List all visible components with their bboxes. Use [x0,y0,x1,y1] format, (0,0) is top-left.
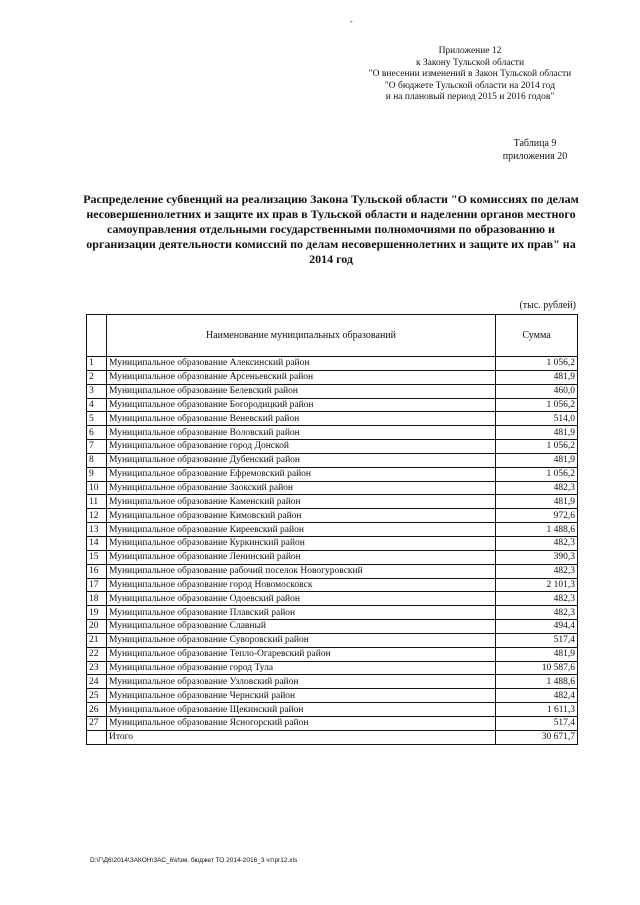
row-name: Муниципальное образование город Новомосковск [107,578,496,592]
row-number: 1 [87,357,107,371]
row-name: Муниципальное образование Славный [107,620,496,634]
row-name: Муниципальное образование Куркинский район [107,536,496,550]
row-name: Муниципальное образование Заокский район [107,481,496,495]
row-sum: 514,0 [496,412,578,426]
row-number: 14 [87,536,107,550]
row-number: 25 [87,689,107,703]
header-name: Наименование муниципальных образований [107,315,496,357]
table-row [87,578,578,592]
row-name: Муниципальное образование Ленинский район [107,550,496,564]
table-row [87,606,578,620]
row-sum: 482,3 [496,564,578,578]
row-number: 12 [87,509,107,523]
table-row [87,467,578,481]
row-name: Муниципальное образование Узловский район [107,675,496,689]
row-number: 13 [87,523,107,537]
table-row [87,647,578,661]
table-row [87,495,578,509]
row-name: Муниципальное образование Ясногорский район [107,716,496,730]
row-name: Муниципальное образование Плавский район [107,606,496,620]
row-sum: 1 056,2 [496,440,578,454]
row-sum: 460,0 [496,384,578,398]
table-row [87,620,578,634]
table-row [87,384,578,398]
table-row [87,426,578,440]
row-name: Муниципальное образование город Тула [107,661,496,675]
total-label: Итого [107,730,496,744]
annex-line: Приложение 12 [438,46,502,56]
row-name: Муниципальное образование Богородицкий район [107,398,496,412]
row-name: Муниципальное образование Кимовский район [107,509,496,523]
row-number: 10 [87,481,107,495]
row-number: 22 [87,647,107,661]
table-row [87,509,578,523]
row-sum: 482,3 [496,481,578,495]
table-header-row [87,315,578,357]
row-name: Муниципальное образование Щекинский район [107,703,496,717]
row-name: Муниципальное образование Одоевский район [107,592,496,606]
row-name: Муниципальное образование Киреевский район [107,523,496,537]
table-row [87,661,578,675]
row-number: 7 [87,440,107,454]
row-sum: 482,3 [496,606,578,620]
row-sum: 517,4 [496,633,578,647]
row-number: 11 [87,495,107,509]
total-row [87,730,578,744]
row-name: Муниципальное образование город Донской [107,440,496,454]
row-sum: 2 101,3 [496,578,578,592]
row-sum: 481,9 [496,370,578,384]
row-number: 5 [87,412,107,426]
row-number: 8 [87,453,107,467]
row-sum: 1 611,3 [496,703,578,717]
row-number: 15 [87,550,107,564]
table-row [87,550,578,564]
table-row [87,412,578,426]
file-path: D:\Г\Д6\2014\ЗАКОН\ЗАС_6\Изм. бюджет ТО 2014-2016_3 чт\pr12.xls [90,857,298,864]
row-number: 4 [87,398,107,412]
table-row [87,592,578,606]
annex-line: "О бюджете Тульской области на 2014 год [384,80,556,91]
table-row [87,689,578,703]
table-label: Таблица 9 [513,138,557,149]
row-sum: 1 056,2 [496,398,578,412]
table-number [480,137,590,163]
table-row [87,564,578,578]
row-sum: 972,6 [496,509,578,523]
row-sum: 481,9 [496,426,578,440]
table-body [87,357,578,731]
row-sum: 482,3 [496,536,578,550]
row-name: Муниципальное образование Алексинский район [107,357,496,371]
row-number: 19 [87,606,107,620]
row-sum: 481,9 [496,647,578,661]
annex-line: "О внесении изменений в Закон Тульской области [368,69,572,79]
row-number: 26 [87,703,107,717]
row-sum: 1 488,6 [496,523,578,537]
units-label: (тыс. рублей) [519,300,576,311]
table-row [87,703,578,717]
table-row [87,633,578,647]
table-row [87,357,578,371]
table-row [87,536,578,550]
table-row [87,481,578,495]
row-number: 9 [87,467,107,481]
row-name: Муниципальное образование Белевский район [107,384,496,398]
row-number: 17 [87,578,107,592]
total-sum: 30 671,7 [496,730,578,744]
row-sum: 481,9 [496,495,578,509]
row-number: 23 [87,661,107,675]
header-num [87,315,107,357]
row-sum: 481,9 [496,453,578,467]
row-number: 20 [87,620,107,634]
table-row [87,453,578,467]
row-name: Муниципальное образование Каменский район [107,495,496,509]
row-sum: 10 587,6 [496,661,578,675]
document-title: Распределение субвенций на реализацию Закона Тульской области "О комиссиях по делам несовершеннолетних и защите их прав в Тульской области и наделении органов местного самоуправления отдельными государственными полномочиями по образованию и организации деятельности комиссий по делам несовершеннолетних и защите их прав" на 2014 год [83,192,579,266]
row-number: 6 [87,426,107,440]
total-num-cell [87,730,107,744]
row-sum: 517,4 [496,716,578,730]
row-sum: 1 056,2 [496,467,578,481]
table-appendix: приложения 20 [502,151,568,162]
table-row [87,398,578,412]
row-name: Муниципальное образование Воловский район [107,426,496,440]
row-number: 21 [87,633,107,647]
row-number: 24 [87,675,107,689]
annex-note [350,46,590,104]
row-sum: 1 056,2 [496,357,578,371]
row-name: Муниципальное образование Арсеньевский район [107,370,496,384]
row-name: Муниципальное образование Чернский район [107,689,496,703]
table-row [87,370,578,384]
table-row [87,523,578,537]
row-name: Муниципальное образование Суворовский район [107,633,496,647]
row-sum: 482,4 [496,689,578,703]
table-row [87,716,578,730]
table-row [87,675,578,689]
row-number: 16 [87,564,107,578]
annex-line: и на плановый период 2015 и 2016 годов" [385,92,555,102]
row-sum: 494,4 [496,620,578,634]
subsidy-table [86,314,578,745]
header-sum: Сумма [496,315,578,357]
row-number: 18 [87,592,107,606]
table-row [87,440,578,454]
row-number: 27 [87,716,107,730]
row-number: 3 [87,384,107,398]
row-sum: 390,3 [496,550,578,564]
row-name: Муниципальное образование рабочий поселок Новогуровский [107,564,496,578]
row-number: 2 [87,370,107,384]
row-name: Муниципальное образование Веневский район [107,412,496,426]
stray-mark: - [350,17,353,26]
row-name: Муниципальное образование Тепло-Огаревский район [107,647,496,661]
row-name: Муниципальное образование Дубенский район [107,453,496,467]
row-sum: 1 488,6 [496,675,578,689]
row-name: Муниципальное образование Ефремовский район [107,467,496,481]
row-sum: 482,3 [496,592,578,606]
annex-line: к Закону Тульской области [415,57,525,68]
